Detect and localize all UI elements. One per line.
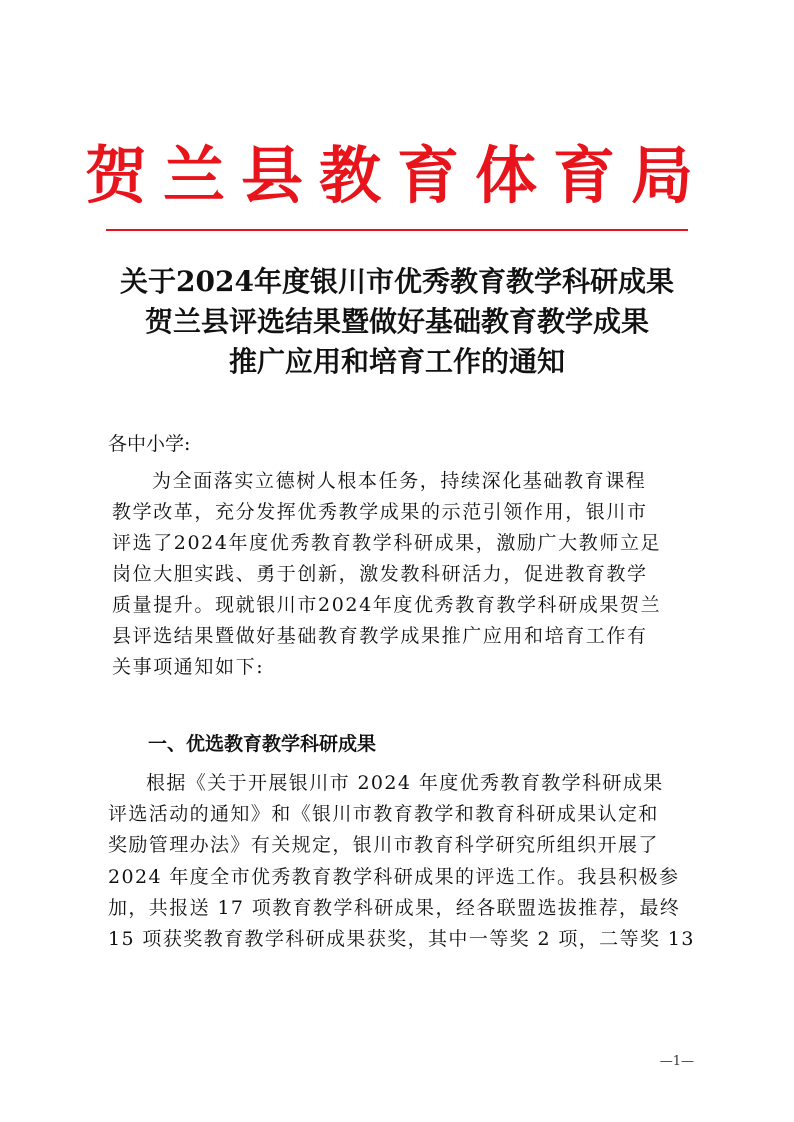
letterhead-red-rule bbox=[106, 229, 688, 231]
title-line: 贺兰县评选结果暨做好基础教育教学成果 bbox=[144, 305, 649, 338]
document-title bbox=[0, 262, 794, 382]
paragraph-line: 县评选结果暨做好基础教育教学成果推广应用和培育工作有 bbox=[112, 625, 648, 647]
letterhead: 贺兰县教育体育局 bbox=[84, 139, 709, 212]
title-line: 推广应用和培育工作的通知 bbox=[228, 345, 565, 378]
section-heading: 一、优选教育教学科研成果 bbox=[148, 733, 377, 755]
paragraph-line: 评选了2024年度优秀教育教学科研成果，激励广大教师立足 bbox=[112, 532, 662, 554]
salutation: 各中小学: bbox=[108, 433, 191, 455]
paragraph-line: 奖励管理办法》有关规定，银川市教育科学研究所组织开展了 bbox=[108, 834, 659, 857]
paragraph-line: 15 项获奖教育教学科研成果获奖，其中一等奖 2 项，二等奖 13 bbox=[108, 928, 695, 951]
paragraph-line: 质量提升。现就银川市2024年度优秀教育教学科研成果贺兰 bbox=[112, 594, 662, 616]
paragraph-line: 为全面落实立德树人根本任务，持续深化基础教育课程 bbox=[152, 470, 647, 492]
paragraph-line: 岗位大胆实践、勇于创新，激发教科研活力，促进教育教学 bbox=[112, 563, 648, 585]
intro-paragraph bbox=[112, 466, 692, 683]
paragraph-line: 根据《关于开展银川市 2024 年度优秀教育教学科研成果 bbox=[146, 772, 664, 794]
page-number: —1— bbox=[659, 1054, 694, 1069]
title-line: 关于2024年度银川市优秀教育教学科研成果 bbox=[120, 265, 674, 298]
paragraph-line: 关事项通知如下: bbox=[112, 656, 265, 678]
paragraph-line: 2024 年度全市优秀教育教学科研成果的评选工作。我县积极参 bbox=[108, 865, 680, 888]
body-paragraph bbox=[108, 768, 695, 955]
paragraph-line: 评选活动的通知》和《银川市教育教学和教育科研成果认定和 bbox=[108, 803, 659, 826]
paragraph-line: 加，共报送 17 项教育教学科研成果，经各联盟选拔推荐，最终 bbox=[108, 896, 681, 919]
paragraph-line: 教学改革，充分发挥优秀教学成果的示范引领作用，银川市 bbox=[112, 501, 648, 523]
